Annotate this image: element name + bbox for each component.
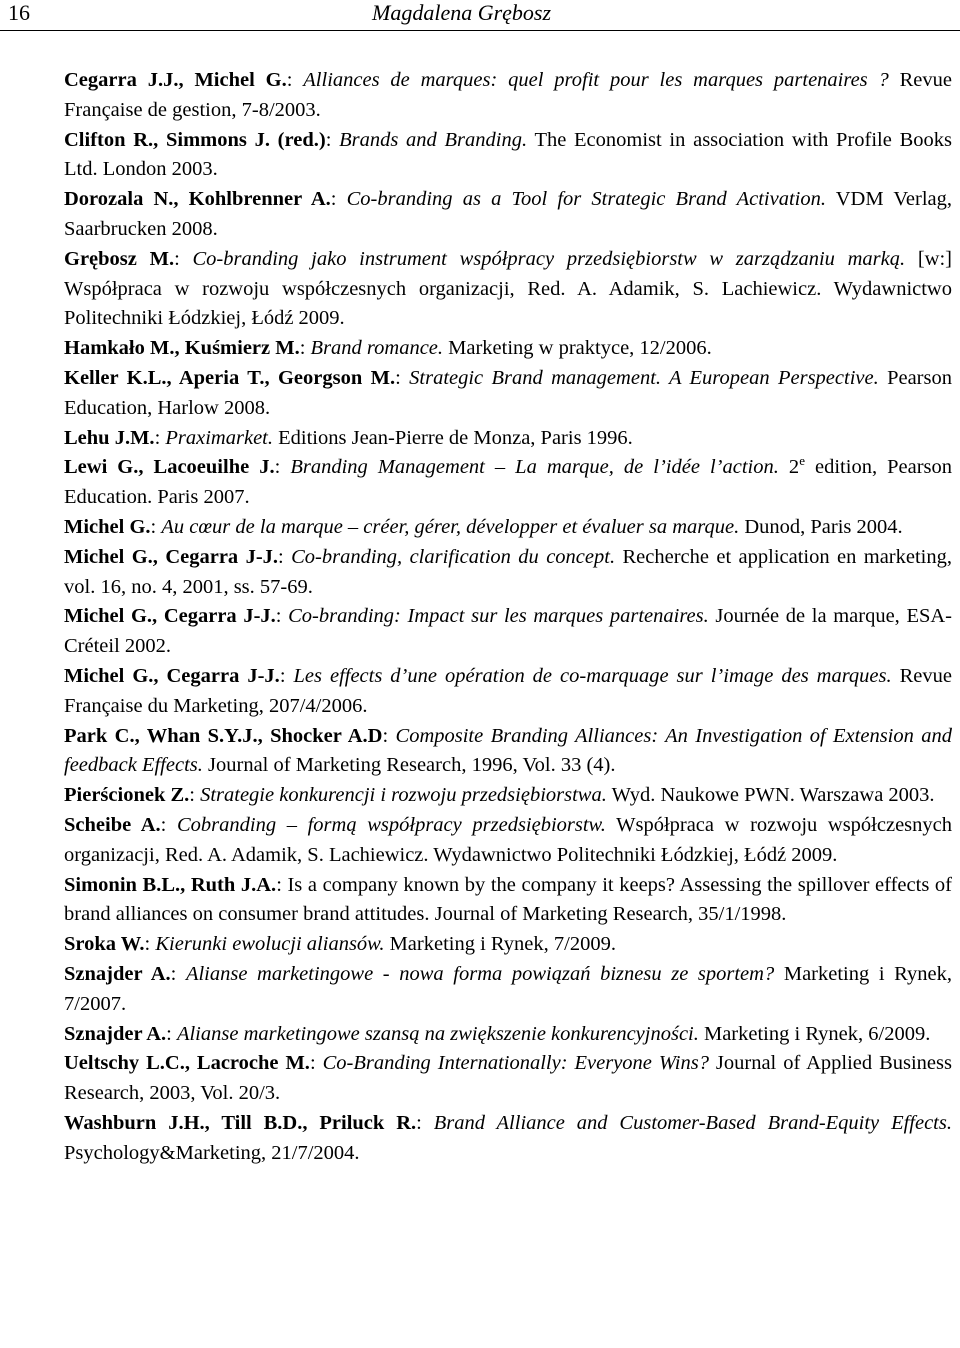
reference-authors: Ueltschy L.C., Lacroche M. [64, 1052, 310, 1075]
reference-separator: : [382, 724, 396, 747]
reference-entry [8, 424, 952, 454]
reference-publication: VDM Verlag, Saarbrucken 2008. [64, 188, 952, 240]
reference-publication: Marketing i Rynek, 7/2007. [64, 962, 952, 1015]
reference-separator: : [330, 188, 347, 211]
reference-publication: Wyd. Naukowe PWN. Warszawa 2003. [606, 784, 935, 807]
reference-publication: Journal of Marketing Research, 1996, Vol. 33 (4). [202, 754, 616, 777]
reference-entry [8, 722, 952, 782]
reference-separator: : [274, 456, 291, 479]
reference-entry [8, 1109, 952, 1169]
reference-publication: Editions Jean-Pierre de Monza, Paris 1996. [273, 426, 633, 449]
reference-authors: Scheibe A. [64, 813, 161, 836]
reference-entry [8, 1049, 952, 1109]
reference-title: Co-branding as a Tool for Strategic Brand Activation. [346, 188, 826, 211]
reference-separator: : [278, 545, 292, 568]
reference-entry [8, 871, 952, 931]
reference-authors: Dorozala N., Kohlbrenner A. [64, 188, 331, 211]
reference-title: Co-branding, clarification du concept. [291, 545, 616, 568]
reference-separator: : [189, 784, 201, 807]
reference-separator: : [160, 813, 177, 836]
reference-entry [8, 66, 952, 126]
reference-title: Strategic Brand management. A European Perspective. [409, 366, 879, 389]
reference-authors: Michel G., Cegarra J-J. [64, 545, 279, 568]
reference-separator: : [174, 247, 193, 270]
reference-authors: Grębosz M. [64, 247, 175, 270]
reference-separator: : [309, 1052, 323, 1075]
reference-entry [8, 930, 952, 960]
reference-separator: : [275, 605, 289, 628]
reference-title: Alianse marketingowe - nowa forma powiązań biznesu ze sportem? [185, 962, 775, 985]
reference-publication: Współpraca w rozwoju współczesnych organizacji, Red. A. Adamik, S. Lachiewicz. Wydawnictwo Politechniki Łódzkiej, Łódź 2009. [64, 813, 953, 866]
reference-entry [8, 960, 952, 1020]
reference-publication: The Economist in association with Profile Books Ltd. London 2003. [64, 128, 952, 181]
reference-entry [8, 334, 952, 364]
reference-publication: Pearson Education, Harlow 2008. [64, 366, 952, 419]
reference-entry [8, 453, 952, 513]
reference-title: Au cœur de la marque – créer, gérer, développer et évaluer sa marque. [161, 515, 740, 538]
reference-separator: : [299, 337, 311, 360]
reference-publication: Marketing w praktyce, 12/2006. [443, 337, 712, 360]
reference-title: Branding Management – La marque, de l’idée l’action. [290, 456, 779, 479]
reference-authors: Sznajder A. [64, 962, 171, 985]
running-head-author: Magdalena Grębosz [372, 0, 552, 25]
reference-title: Brands and Branding. [339, 128, 528, 151]
reference-publication: Is a company known by the company it keeps? Assessing the spillover effects of brand alliances on consumer brand attitudes. Journal of Marketing Research, 35/1/1998. [64, 873, 952, 926]
reference-separator: : [325, 128, 340, 151]
reference-title: Co-branding jako instrument współpracy przedsiębiorstw w zarządzaniu marką. [192, 247, 906, 270]
reference-separator: : [416, 1111, 434, 1134]
reference-publication: Marketing i Rynek, 6/2009. [698, 1022, 931, 1045]
reference-separator: : [144, 933, 156, 956]
reference-entry [8, 185, 952, 245]
reference-authors: Keller K.L., Aperia T., Georgson M. [64, 366, 396, 389]
reference-title: Composite Branding Alliances: An Investigation of Extension and feedback Effects. [64, 724, 952, 777]
reference-title: Co-branding: Impact sur les marques partenaires. [288, 605, 709, 628]
page-number: 16 [8, 0, 30, 25]
reference-publication: Marketing i Rynek, 7/2009. [384, 933, 616, 956]
reference-authors: Lehu J.M. [64, 426, 155, 449]
reference-separator: : [276, 873, 288, 896]
reference-authors: Pierścionek Z. [64, 784, 190, 807]
reference-publication: [w:] Współpraca w rozwoju współczesnych organizacji, Red. A. Adamik, S. Lachiewicz. Wydawnictwo Politechniki Łódzkiej, Łódź 2009. [64, 247, 952, 330]
reference-publication: Dunod, Paris 2004. [739, 515, 903, 538]
reference-title: Brand Alliance and Customer-Based Brand-Equity Effects. [433, 1111, 952, 1134]
reference-entry [8, 543, 952, 603]
reference-entry [8, 245, 952, 334]
reference-entry [8, 126, 952, 186]
reference-title: Co-Branding Internationally: Everyone Wins? [322, 1052, 709, 1075]
reference-separator: : [154, 426, 166, 449]
reference-separator: : [395, 366, 410, 389]
reference-superscript: e [799, 453, 805, 469]
reference-separator: : [150, 515, 162, 538]
reference-entry [8, 781, 952, 811]
reference-authors: Simonin B.L., Ruth J.A. [64, 873, 277, 896]
reference-title: Alliances de marques: quel profit pour les marques partenaires ? [303, 69, 889, 91]
reference-authors: Sznajder A. [64, 1022, 167, 1045]
reference-publication: Recherche et application en marketing, vol. 16, no. 4, 2001, ss. 57-69. [64, 545, 953, 598]
page-header [0, 0, 960, 31]
reference-authors: Clifton R., Simmons J. (red.) [64, 128, 326, 151]
reference-publication: Journée de la marque, ESA-Créteil 2002. [64, 605, 952, 658]
reference-title: Cobranding – formą współpracy przedsiębiorstw. [176, 813, 606, 836]
reference-separator: : [279, 664, 294, 687]
reference-publication-cont: edition, Pearson Education. Paris 2007. [64, 456, 953, 509]
reference-authors: Cegarra J.J., Michel G. [64, 69, 287, 91]
reference-authors: Michel G., Cegarra J-J. [64, 605, 276, 628]
reference-authors: Lewi G., Lacoeuilhe J. [64, 456, 275, 479]
reference-authors: Washburn J.H., Till B.D., Priluck R. [64, 1111, 417, 1134]
reference-entry [8, 662, 952, 722]
reference-authors: Michel G., Cegarra J-J. [64, 664, 280, 687]
reference-title: Alianse marketingowe szansą na zwiększenie konkurencyjności. [176, 1022, 699, 1045]
reference-title: Strategie konkurencji i rozwoju przedsiębiorstwa. [200, 784, 607, 807]
reference-publication: 2 [778, 456, 800, 479]
reference-entry [8, 513, 952, 543]
reference-authors: Michel G. [64, 515, 151, 538]
reference-entry [8, 1020, 952, 1050]
reference-separator: : [286, 69, 304, 91]
reference-authors: Hamkało M., Kuśmierz M. [64, 337, 300, 360]
reference-title: Praximarket. [165, 426, 273, 449]
reference-title: Kierunki ewolucji aliansów. [155, 933, 385, 956]
reference-separator: : [170, 962, 186, 985]
reference-title: Brand romance. [310, 337, 444, 360]
reference-publication: Revue Française du Marketing, 207/4/2006. [64, 664, 952, 717]
reference-authors: Park C., Whan S.Y.J., Shocker A.D [64, 724, 383, 747]
reference-entry [8, 602, 952, 662]
reference-entry [8, 811, 952, 871]
reference-publication: Journal of Applied Business Research, 2003, Vol. 20/3. [64, 1052, 952, 1105]
reference-title: Les effects d’une opération de co-marquage sur l’image des marques. [293, 664, 892, 687]
reference-entry [8, 364, 952, 424]
reference-separator: : [166, 1022, 177, 1045]
reference-publication: Revue Française de gestion, 7-8/2003. [64, 69, 952, 121]
reference-publication: Psychology&Marketing, 21/7/2004. [64, 1141, 360, 1164]
reference-list [0, 66, 952, 1168]
reference-authors: Sroka W. [64, 933, 145, 956]
